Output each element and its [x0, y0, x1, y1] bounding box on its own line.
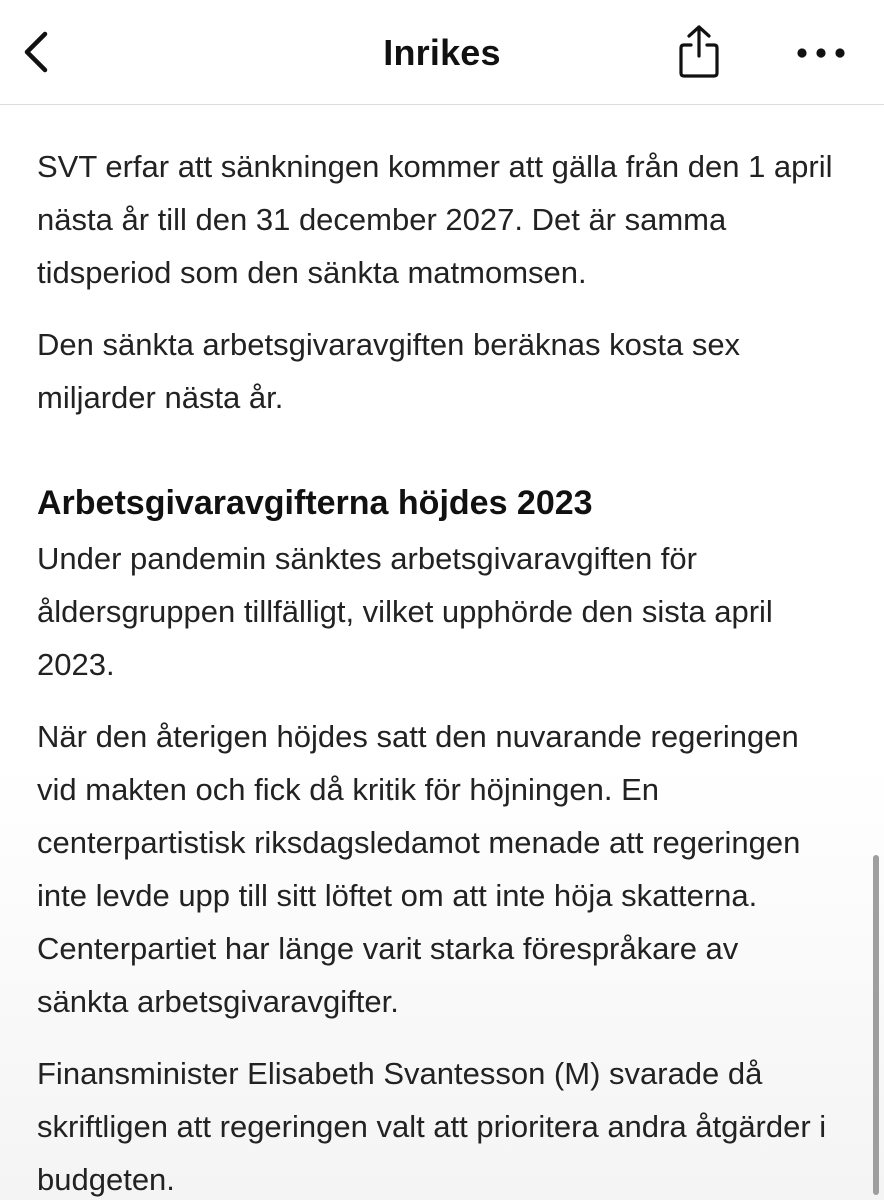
paragraph: Under pandemin sänktes arbetsgivaravgiften för åldersgruppen tillfälligt, vilket upphörde den sista april 2023.	[37, 541, 773, 682]
navigation-bar	[0, 0, 884, 105]
paragraph: När den återigen höjdes satt den nuvarande regeringen vid makten och fick då kritik för höjningen. En centerpartistisk riksdagsledamot menade att regeringen inte levde upp till sitt löftet om att inte höja skatterna. Centerpartiet har länge varit starka förespråkare av sänkta arbetsgivaravgifter.	[37, 719, 801, 1019]
page-title: Inrikes	[383, 32, 501, 73]
section-heading: Arbetsgivaravgifterna höjdes 2023	[37, 484, 593, 522]
paragraph: Den sänkta arbetsgivaravgiften beräknas kosta sex miljarder nästa år.	[37, 327, 741, 415]
paragraph: SVT erfar att sänkningen kommer att gälla från den 1 april nästa år till den 31 december 2027. Det är samma tidsperiod som den sänkta matmomsen.	[37, 149, 833, 290]
paragraph: Finansminister Elisabeth Svantesson (M) svarade då skriftligen att regeringen valt att prioritera andra åtgärder i budgeten.	[37, 1056, 827, 1197]
share-button[interactable]	[672, 22, 726, 80]
article-body	[37, 140, 837, 1200]
scrollbar-thumb[interactable]	[873, 855, 879, 1195]
more-horizontal-icon	[795, 46, 847, 60]
share-icon	[675, 23, 723, 79]
more-options-button[interactable]	[792, 36, 850, 70]
